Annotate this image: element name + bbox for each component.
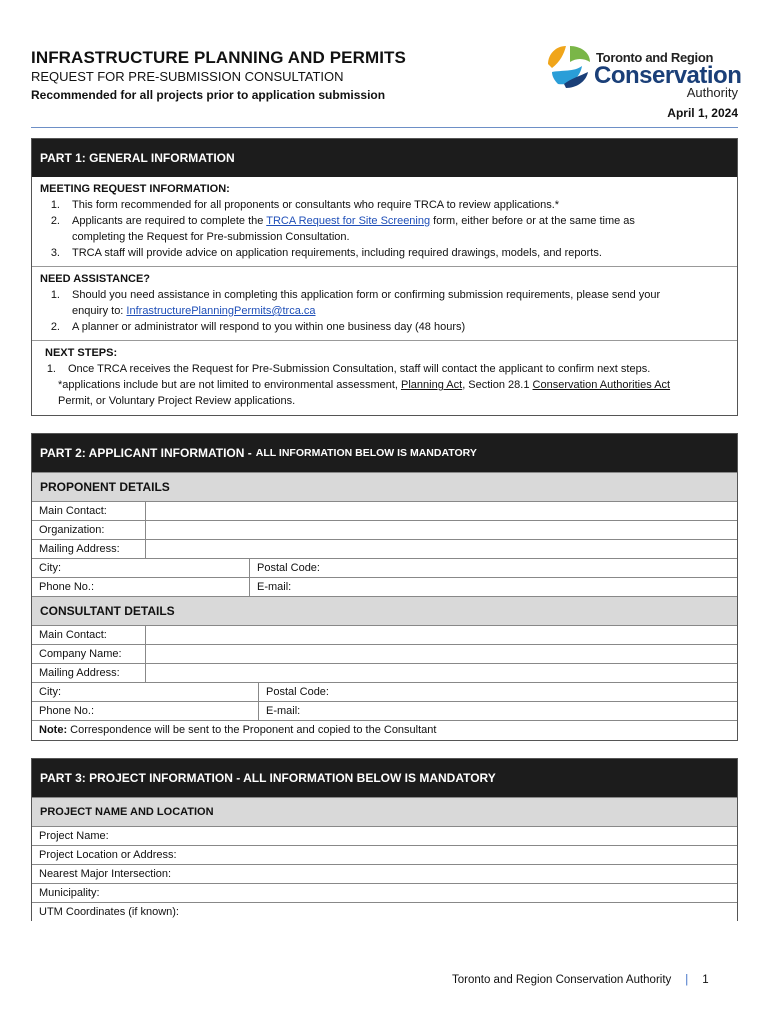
correspondence-note [32,721,737,739]
list-text [72,213,635,245]
footer-org: Toronto and Region Conservation Authority [452,974,672,986]
assist-text: Should you need assistance in completing this application form or confirming submission requirements, please send your [72,289,661,301]
list-num: 2. [50,321,60,333]
note-text: Correspondence will be sent to the Proponent and copied to the Consultant [67,724,437,736]
list-num: 2. [50,215,60,227]
page-footer [452,974,709,986]
next-steps-block [32,340,737,414]
list-text-cont: completing the Request for Pre-submission Consultation. [72,231,350,243]
list-item [45,361,729,377]
list-item [40,245,729,261]
note-row [32,720,737,739]
proponent-heading [32,472,737,501]
note-text-c: Permit, or Voluntary Project Review applications. [58,395,296,407]
conservation-act-text: Conservation Authorities Act [532,379,671,391]
part1-heading [32,139,737,177]
project-name-field[interactable]: Project Name: [39,830,109,842]
assistance-heading: NEED ASSISTANCE? [40,273,151,285]
consultant-postal-field[interactable]: Postal Code: [266,686,329,698]
header-rule [31,127,738,128]
intersection-field[interactable]: Nearest Major Intersection: [39,868,172,880]
form-row [32,826,737,845]
form-row [32,845,737,864]
list-text: Once TRCA receives the Request for Pre-Submission Consultation, staff will contact the applicant to confirm next steps. [68,363,651,375]
doc-date: April 1, 2024 [667,106,738,120]
proponent-postal-field[interactable]: Postal Code: [257,562,320,574]
proponent-organization-field[interactable] [146,521,737,539]
part2-section [31,433,738,741]
consultant-phone-field[interactable]: Phone No.: [32,702,259,720]
list-text: TRCA staff will provide advice on application requirements, including required drawings, models, and reports. [72,247,602,259]
meeting-heading: MEETING REQUEST INFORMATION: [40,183,230,195]
logo-text-3: Authority [686,85,738,100]
consultant-main-contact-field[interactable] [146,626,737,644]
form-row [32,864,737,883]
page-number: 1 [702,974,709,986]
trca-logo [544,40,744,100]
list-num: 3. [50,247,60,259]
part2-heading-sub: ALL INFORMATION BELOW IS MANDATORY [255,447,477,459]
consultant-heading [32,596,737,625]
list-item [40,287,729,319]
form-row [32,520,737,539]
applications-note [45,377,729,409]
form-row [32,558,737,577]
part1-section [31,138,738,416]
form-row [32,539,737,558]
part1-body [32,177,737,414]
form-row [32,701,737,720]
part1-heading-text: PART 1: GENERAL INFORMATION [40,151,235,165]
form-row [32,682,737,701]
field-label: Mailing Address: [32,664,146,682]
consultant-heading-text: CONSULTANT DETAILS [40,604,175,618]
form-row [32,501,737,520]
note-label: Note: [39,724,68,736]
municipality-field[interactable]: Municipality: [39,887,100,899]
form-row [32,577,737,596]
proponent-phone-field[interactable]: Phone No.: [32,578,250,596]
consultant-email-field[interactable]: E-mail: [266,705,301,717]
part2-heading [32,434,737,472]
list-text-after: form, either before or at the same time as [430,215,635,227]
list-item [40,197,729,213]
form-row [32,902,737,921]
next-steps-heading: NEXT STEPS: [45,347,118,359]
list-text [72,287,660,319]
form-row [32,663,737,682]
proponent-city-field[interactable]: City: [32,559,250,577]
trca-leaf-icon [544,42,594,92]
list-num: 1. [50,199,60,211]
meeting-info-block [32,177,737,266]
project-section-text: PROJECT NAME AND LOCATION [40,806,214,818]
part3-heading-text: PART 3: PROJECT INFORMATION - ALL INFORMATION BELOW IS MANDATORY [40,771,496,785]
list-text: This form recommended for all proponents or consultants who require TRCA to review applications.* [72,199,560,211]
form-row [32,883,737,902]
utm-field[interactable]: UTM Coordinates (if known): [39,906,179,918]
list-num: 1. [50,289,60,301]
list-item [40,213,729,245]
project-location-field[interactable]: Project Location or Address: [39,849,177,861]
proponent-main-contact-field[interactable] [146,502,737,520]
proponent-mailing-field[interactable] [146,540,737,558]
consultant-city-field[interactable]: City: [32,683,259,701]
logo-text-2: Conservation [594,62,742,89]
list-text-before: Applicants are required to complete the [72,215,267,227]
list-num: 1. [46,363,56,375]
consultant-company-field[interactable] [146,645,737,663]
proponent-heading-text: PROPONENT DETAILS [40,480,170,494]
list-text: A planner or administrator will respond to you within one business day (48 hours) [72,321,466,333]
footer-separator: | [685,974,689,986]
note-text-a: *applications include but are not limited to environmental assessment, [58,379,402,391]
form-row [32,644,737,663]
email-link[interactable]: InfrastructurePlanningPermits@trca.ca [126,305,316,317]
part3-section [31,758,738,921]
field-label: Mailing Address: [32,540,146,558]
field-label: Main Contact: [32,502,146,520]
consultant-mailing-field[interactable] [146,664,737,682]
doc-title: INFRASTRUCTURE PLANNING AND PERMITS [31,48,406,67]
proponent-email-field[interactable]: E-mail: [257,581,292,593]
part3-heading [32,759,737,797]
doc-recommendation: Recommended for all projects prior to application submission [31,88,386,102]
doc-subtitle: REQUEST FOR PRE-SUBMISSION CONSULTATION [31,69,344,84]
assistance-block [32,266,737,340]
form-row [32,625,737,644]
logo-text-1: Toronto and Region [596,50,714,65]
assist-text-cont: enquiry to: [72,305,127,317]
site-screening-link[interactable]: TRCA Request for Site Screening [266,215,431,227]
field-label: Main Contact: [32,626,146,644]
project-name-location-heading [32,797,737,826]
field-label: Organization: [32,521,146,539]
planning-act-text: Planning Act [401,379,463,391]
note-text-b: , Section 28.1 [462,379,533,391]
field-label: Company Name: [32,645,146,663]
list-item [40,319,729,335]
part2-heading-text: PART 2: APPLICANT INFORMATION - [40,446,252,460]
